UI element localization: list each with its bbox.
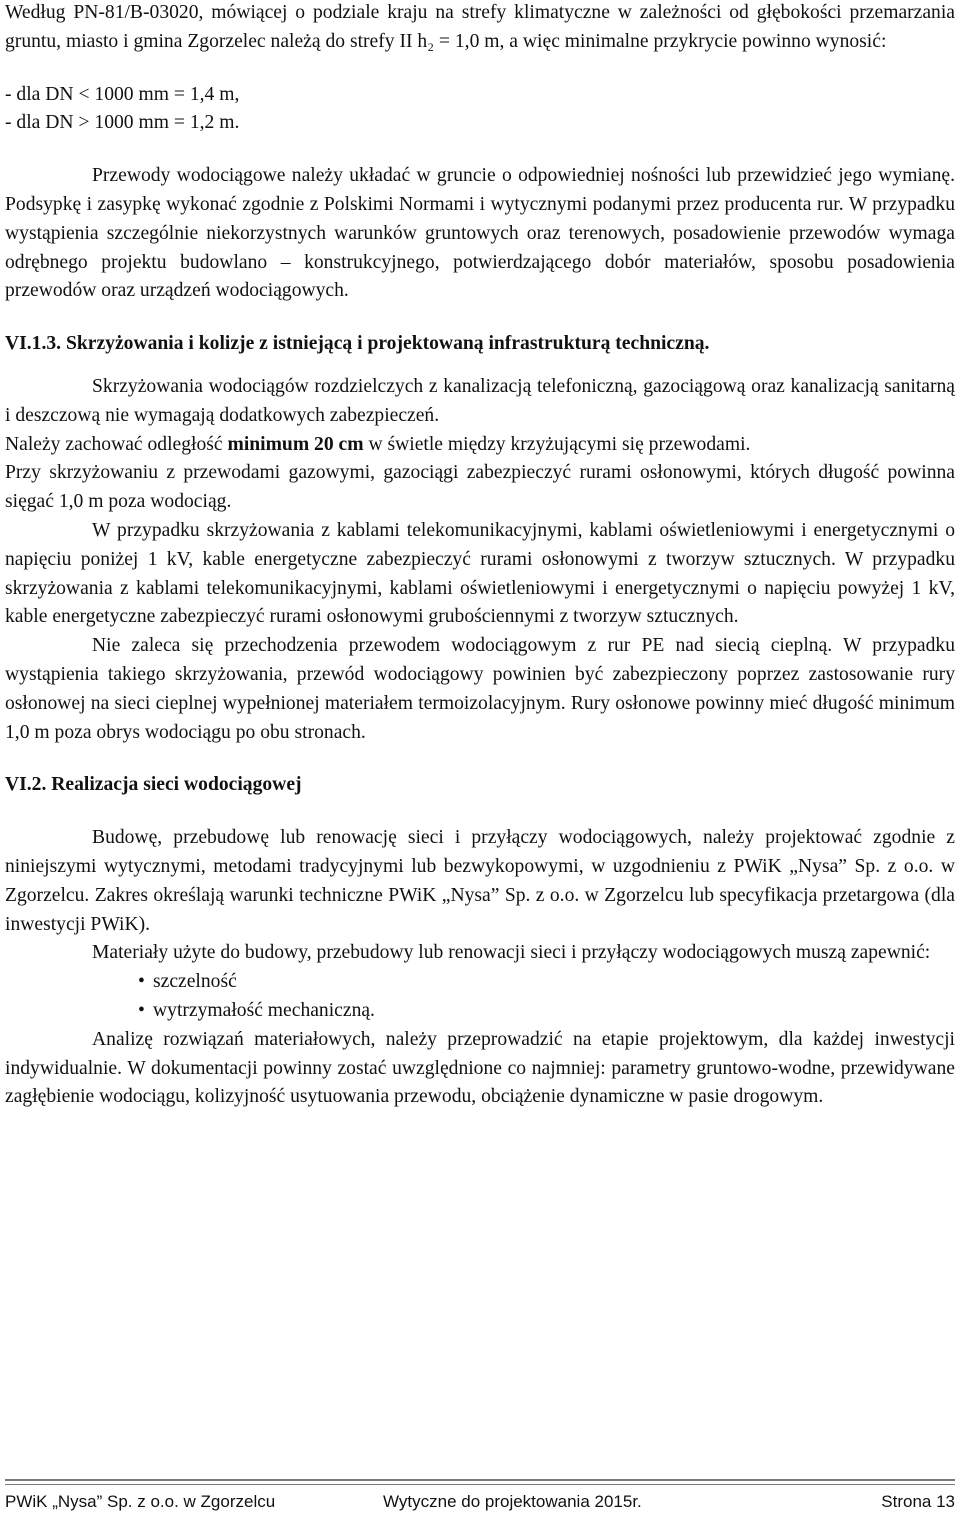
paragraph-crossings-telecom: Skrzyżowania wodociągów rozdzielczych z kanalizacją telefoniczną, gazociągową oraz kanalizacją sanitarną i deszczową nie wymagają dodatkowych zabezpieczeń. <box>5 375 955 426</box>
text-segment-bold: minimum 20 cm <box>227 433 364 455</box>
bullet-icon: • <box>138 999 145 1021</box>
bullet-icon: • <box>138 971 145 993</box>
paragraph-materials: Materiały użyte do budowy, przebudowy lub renowacji sieci i przyłączy wodociągowych muszą zapewnić: <box>92 942 931 964</box>
paragraph-analysis: Analizę rozwiązań materiałowych, należy przeprowadzić na etapie projektowym, dla każdej inwestycji indywidualnie. W dokumentacji powinny zostać uwzględnione co najmniej: parametry gruntowo-wodne, przewidywane zagłębienie wodociągu, kolizyjność usytuowania przewodu, obciążenie dynamiczne w pasie drogowym. <box>5 1028 955 1108</box>
paragraph-cable-crossing: W przypadku skrzyżowania z kablami telekomunikacyjnymi, kablami oświetleniowymi i energetycznymi o napięciu poniżej 1 kV, kable energetyczne zabezpieczyć rurami osłonowymi z tworzyw sztucznych. W przypadku skrzyżowania z kablami telekomunikacyjnymi, kablami oświetleniowymi i energetycznymi o napięciu powyżej 1 kV, kable energetyczne zabezpieczyć rurami osłonowymi grubościennymi z tworzyw sztucznych. <box>5 519 955 628</box>
list-item-label: wytrzymałość mechaniczną. <box>153 999 375 1021</box>
footer-divider <box>5 1484 955 1485</box>
footer-company: PWiK „Nysa” Sp. z o.o. w Zgorzelcu <box>5 1492 276 1511</box>
text-segment: w świetle między krzyżującymi się przewodami. <box>363 433 751 455</box>
list-item-label: szczelność <box>153 971 237 993</box>
list-item <box>5 997 955 1026</box>
section-heading-realization: VI.2. Realizacja sieci wodociągowej <box>5 774 302 796</box>
footer-document-title: Wytyczne do projektowania 2015r. <box>383 1492 642 1511</box>
list-item <box>5 968 955 997</box>
footer-divider <box>5 1479 955 1481</box>
paragraph-construction: Budowę, przebudowę lub renowację sieci i przyłączy wodociągowych, należy projektować zgodnie z niniejszymi wytycznymi, metodami tradycyjnymi lub bezwykopowymi, w uzgodnieniu z PWiK „Nysa” Sp. z o.o. w Zgorzelcu. Zakres określają warunki techniczne PWiK „Nysa” Sp. z o.o. w Zgorzelcu lub specyfikacja przetargowa (dla inwestycji PWiK). <box>5 827 955 935</box>
paragraph-gas-crossing: Przy skrzyżowaniu z przewodami gazowymi, gazociągi zabezpieczyć rurami osłonowymi, których długość powinna sięgać 1,0 m poza wodociąg. <box>5 462 955 513</box>
requirements-list <box>5 968 955 1026</box>
paragraph-min-distance <box>5 431 955 460</box>
paragraph-frost-zone: Według PN-81/B-03020, mówiącej o podziale kraju na strefy klimatyczne w zależności od głębokości przemarzania gruntu, miasto i gmina Zgorzelec należą do strefy II h₂ = 1,0 m, a więc minimalne przykrycie powinno wynosić: <box>5 2 955 52</box>
text-segment: Należy zachować odległość <box>5 433 228 455</box>
paragraph-laying-pipes: Przewody wodociągowe należy układać w gruncie o odpowiedniej nośności lub przewidzieć jego wymianę. Podsypkę i zasypkę wykonać zgodnie z Polskimi Normami i wytycznymi podanymi przez producenta rur. W przypadku wystąpienia szczególnie niekorzystnych warunków gruntowych oraz terenowych, posadowienie przewodów wymaga odrębnego projektu budowlano – konstrukcyjnego, potwierdzającego dobór materiałów, sposobu posadowienia przewodów oraz urządzeń wodociągowych. <box>5 165 955 302</box>
list-line-dn-small: - dla DN < 1000 mm = 1,4 m, <box>5 83 240 105</box>
section-heading-crossings: VI.1.3. Skrzyżowania i kolizje z istniejącą i projektowaną infrastrukturą techniczną. <box>5 333 710 355</box>
document-page <box>5 0 955 1112</box>
page-footer <box>5 1479 955 1515</box>
list-line-dn-large: - dla DN > 1000 mm = 1,2 m. <box>5 112 240 134</box>
footer-page-number: Strona 13 <box>881 1492 955 1511</box>
paragraph-heat-network: Nie zaleca się przechodzenia przewodem wodociągowym z rur PE nad siecią cieplną. W przypadku wystąpienia takiego skrzyżowania, przewód wodociągowy powinien być zabezpieczony poprzez zastosowanie rury osłonowej na sieci cieplnej wypełnionej materiałem termoizolacyjnym. Rury osłonowe powinny mieć długość minimum 1,0 m poza obrys wodociągu po obu stronach. <box>5 635 955 743</box>
